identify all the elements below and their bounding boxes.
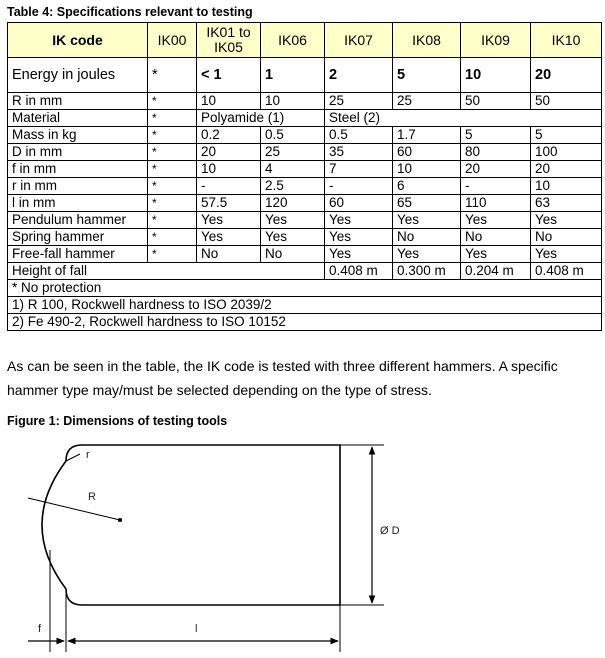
table-cell: 10: [393, 161, 461, 178]
table-cell: *: [148, 93, 197, 110]
table-cell: 80: [461, 144, 531, 161]
table-cell: -: [325, 178, 393, 195]
table-cell: *: [148, 246, 197, 263]
table-note: * No protection: [8, 280, 602, 297]
material-polyamide: Polyamide (1): [197, 110, 325, 127]
table-cell: Yes: [531, 246, 602, 263]
table-cell: No: [461, 229, 531, 246]
table-cell: 6: [393, 178, 461, 195]
table-row: [8, 246, 602, 263]
table-cell: 65: [393, 195, 461, 212]
table-cell: 2.5: [261, 178, 325, 195]
header-ik08: IK08: [393, 23, 461, 58]
label-r: r: [86, 449, 90, 461]
table-cell: No: [393, 229, 461, 246]
row-label: r in mm: [8, 178, 148, 195]
table-cell: 0.408 m: [325, 263, 393, 280]
table-cell: 50: [461, 93, 531, 110]
table-cell: 25: [325, 93, 393, 110]
table-cell: < 1: [197, 58, 261, 93]
table-caption: Table 4: Specifications relevant to testing: [7, 5, 253, 19]
table-cell: Yes: [261, 229, 325, 246]
row-label: l in mm: [8, 195, 148, 212]
table-cell: *: [148, 229, 197, 246]
table-cell: No: [531, 229, 602, 246]
table-cell: 5: [393, 58, 461, 93]
table-cell: 10: [261, 93, 325, 110]
table-cell: 4: [261, 161, 325, 178]
table-row-energy: [8, 58, 602, 93]
header-ik01-ik05: IK01 to IK05: [197, 23, 261, 58]
table-cell: Yes: [461, 246, 531, 263]
table-cell: Yes: [461, 212, 531, 229]
row-label: Energy in joules: [8, 58, 148, 93]
table-note-row: [8, 314, 602, 331]
table-cell: 25: [261, 144, 325, 161]
table-row: [8, 229, 602, 246]
label-l: l: [195, 623, 198, 635]
table-cell: *: [148, 212, 197, 229]
table-row: [8, 144, 602, 161]
header-ik00: IK00: [148, 23, 197, 58]
table-cell: *: [148, 110, 197, 127]
table-cell: 35: [325, 144, 393, 161]
table-cell: 5: [461, 127, 531, 144]
table-cell: 50: [531, 93, 602, 110]
table-cell: 0.5: [261, 127, 325, 144]
table-cell: 20: [531, 161, 602, 178]
hammer-body-outline: [42, 445, 340, 605]
specifications-table: [7, 22, 602, 331]
table-cell: 57.5: [197, 195, 261, 212]
table-cell: 10: [531, 178, 602, 195]
table-cell: *: [148, 195, 197, 212]
table-cell: 10: [461, 58, 531, 93]
row-label: Material: [8, 110, 148, 127]
header-ik07: IK07: [325, 23, 393, 58]
table-cell: *: [148, 178, 197, 195]
table-row: [8, 178, 602, 195]
table-cell: 2: [325, 58, 393, 93]
table-cell: 7: [325, 161, 393, 178]
row-label: f in mm: [8, 161, 148, 178]
table-note-row: [8, 297, 602, 314]
table-cell: 20: [197, 144, 261, 161]
table-cell: *: [148, 127, 197, 144]
table-row-material: [8, 110, 602, 127]
table-cell: Yes: [197, 229, 261, 246]
table-cell: 120: [261, 195, 325, 212]
table-note: 1) R 100, Rockwell hardness to ISO 2039/2: [8, 297, 602, 314]
header-ik10: IK10: [531, 23, 602, 58]
table-cell: No: [197, 246, 261, 263]
table-cell: 0.300 m: [393, 263, 461, 280]
header-ik-code: IK code: [8, 23, 148, 58]
table-cell: 1: [261, 58, 325, 93]
table-note: 2) Fe 490-2, Rockwell hardness to ISO 10152: [8, 314, 602, 331]
table-cell: Yes: [393, 212, 461, 229]
label-D: Ø D: [380, 525, 400, 537]
table-cell: Yes: [325, 229, 393, 246]
table-cell: 0.204 m: [461, 263, 531, 280]
table-header-row: [8, 23, 602, 58]
material-steel: Steel (2): [325, 110, 602, 127]
table-cell: 20: [531, 58, 602, 93]
row-label: Spring hammer: [8, 229, 148, 246]
table-cell: *: [148, 58, 197, 93]
table-cell: Yes: [261, 212, 325, 229]
row-label: D in mm: [8, 144, 148, 161]
table-cell: 10: [197, 161, 261, 178]
testing-tool-drawing: [0, 430, 605, 658]
header-ik06: IK06: [261, 23, 325, 58]
radius-r-leader: [66, 454, 80, 461]
table-cell: Yes: [393, 246, 461, 263]
table-cell: 100: [531, 144, 602, 161]
table-row: [8, 93, 602, 110]
table-cell: 0.2: [197, 127, 261, 144]
label-R: R: [88, 491, 96, 503]
table-cell: 60: [325, 195, 393, 212]
radius-center-dot: [118, 518, 122, 522]
row-label: Mass in kg: [8, 127, 148, 144]
row-label: R in mm: [8, 93, 148, 110]
row-label: Pendulum hammer: [8, 212, 148, 229]
table-note-row: [8, 280, 602, 297]
table-cell: 5: [531, 127, 602, 144]
row-label: Free-fall hammer: [8, 246, 148, 263]
table-cell: 63: [531, 195, 602, 212]
table-cell: Yes: [325, 246, 393, 263]
table-cell: 110: [461, 195, 531, 212]
table-row: [8, 195, 602, 212]
header-ik09: IK09: [461, 23, 531, 58]
table-row: [8, 127, 602, 144]
table-cell: Yes: [197, 212, 261, 229]
table-cell: 20: [461, 161, 531, 178]
row-label: Height of fall: [8, 263, 325, 280]
table-cell: Yes: [325, 212, 393, 229]
table-row: [8, 161, 602, 178]
table-cell: No: [261, 246, 325, 263]
table-cell: -: [197, 178, 261, 195]
table-cell: Yes: [531, 212, 602, 229]
table-cell: -: [461, 178, 531, 195]
table-cell: 60: [393, 144, 461, 161]
body-paragraph: As can be seen in the table, the IK code is tested with three different hammers. A specific hammer type may/must be selected depending on the type of stress.: [7, 358, 558, 398]
table-cell: 10: [197, 93, 261, 110]
table-cell: 0.408 m: [531, 263, 602, 280]
table-cell: 0.5: [325, 127, 393, 144]
table-cell: 25: [393, 93, 461, 110]
table-row: [8, 212, 602, 229]
table-row-height: [8, 263, 602, 280]
figure-caption: Figure 1: Dimensions of testing tools: [7, 414, 228, 428]
table-cell: 1.7: [393, 127, 461, 144]
table-cell: *: [148, 161, 197, 178]
table-cell: *: [148, 144, 197, 161]
label-f: f: [38, 623, 42, 635]
